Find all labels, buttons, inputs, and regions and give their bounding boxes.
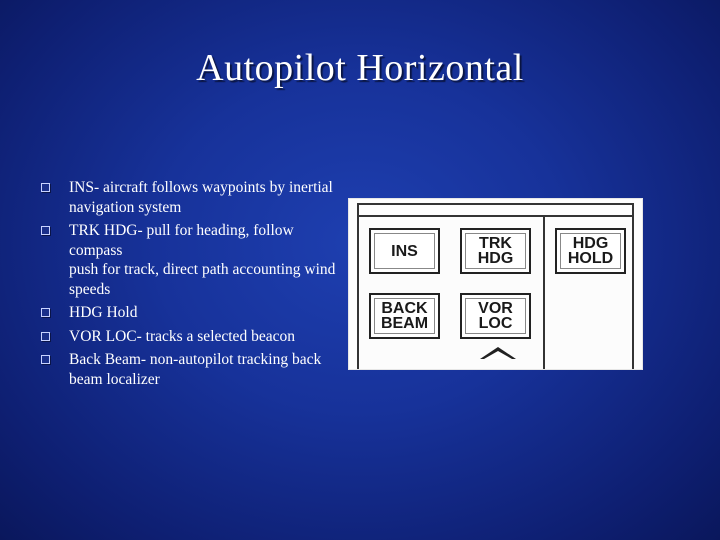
bullet-continuation: push for track, direct path accounting wind speeds bbox=[69, 261, 336, 298]
bullet-text: TRK HDG- pull for heading, follow compass bbox=[69, 222, 294, 259]
bullet-item bbox=[40, 350, 340, 389]
bullet-item bbox=[40, 303, 340, 323]
square-bullet-icon bbox=[41, 226, 50, 235]
slide-title: Autopilot Horizontal bbox=[196, 47, 524, 89]
vor-loc-button-label: VOR LOC bbox=[478, 300, 513, 332]
trk-hdg-button-label: TRK HDG bbox=[477, 235, 514, 267]
bullet-text: Back Beam- non-autopilot tracking back beam localizer bbox=[69, 351, 322, 388]
bullet-item bbox=[40, 178, 340, 217]
square-bullet-icon bbox=[41, 332, 50, 341]
hdg-hold-button[interactable] bbox=[555, 228, 626, 274]
ins-button-label: INS bbox=[391, 242, 418, 260]
square-bullet-icon bbox=[41, 308, 50, 317]
ins-button[interactable] bbox=[369, 228, 440, 274]
hdg-hold-button-label: HDG HOLD bbox=[567, 235, 614, 267]
bullet-item bbox=[40, 221, 340, 260]
square-bullet-icon bbox=[41, 183, 50, 192]
bullet-list bbox=[40, 178, 340, 393]
panel-divider bbox=[543, 217, 545, 369]
bullet-text: HDG Hold bbox=[69, 304, 138, 321]
bullet-text: VOR LOC- tracks a selected beacon bbox=[69, 327, 295, 345]
square-bullet-icon bbox=[41, 355, 50, 364]
back-beam-button-label: BACK BEAM bbox=[380, 300, 429, 332]
vor-loc-button[interactable] bbox=[460, 293, 531, 339]
bullet-text: INS- aircraft follows waypoints by inertial navigation system bbox=[69, 179, 333, 216]
bullet-item bbox=[40, 327, 340, 347]
trk-hdg-button[interactable] bbox=[460, 228, 531, 274]
arrow-up-icon-inner bbox=[484, 351, 512, 359]
autopilot-panel-image bbox=[348, 198, 643, 370]
back-beam-button[interactable] bbox=[369, 293, 440, 339]
